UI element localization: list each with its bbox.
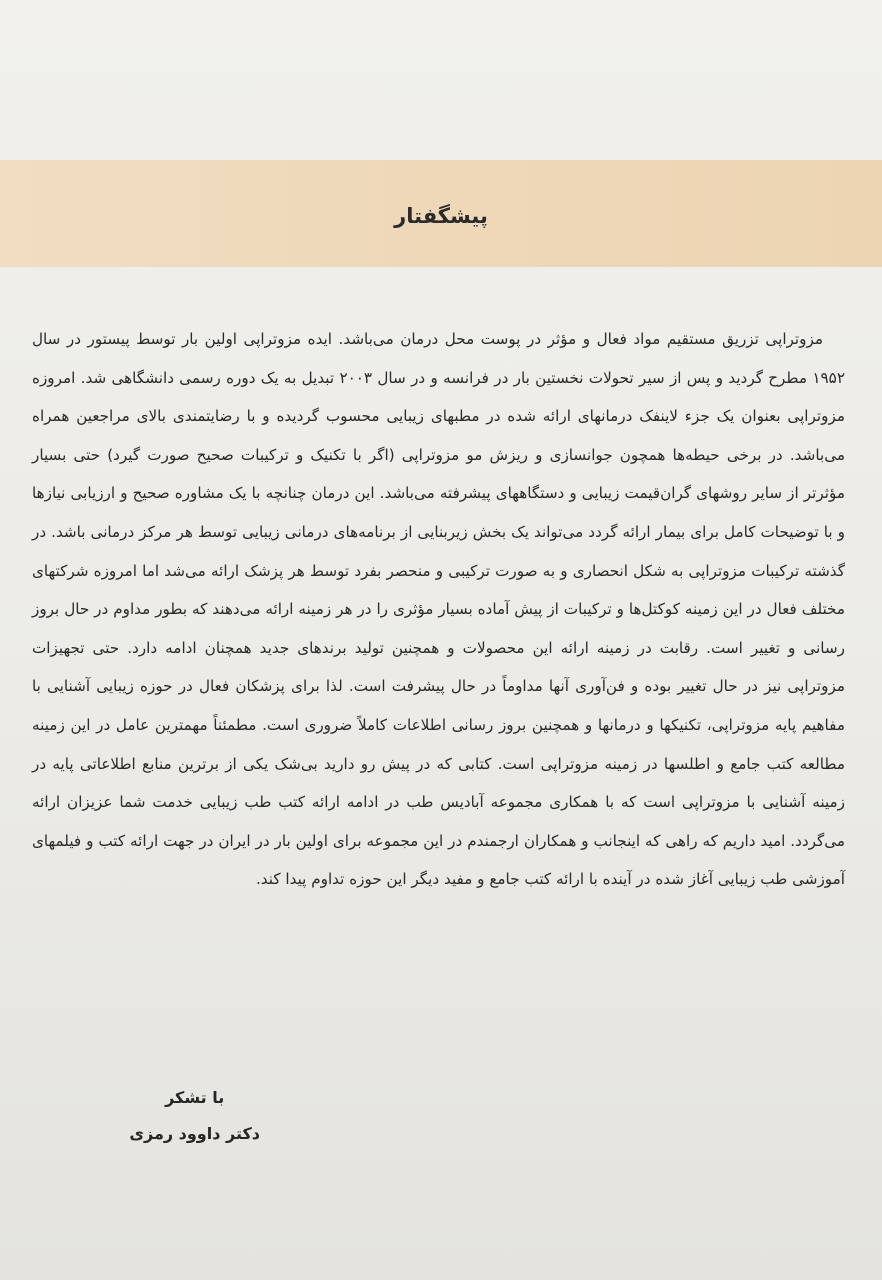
- signature-author: دکتر داوود رمزی: [129, 1124, 260, 1143]
- page-title: پیشگفتار: [394, 203, 488, 228]
- preface-paragraph: مزوتراپی تزریق مستقیم مواد فعال و مؤثر در پوست محل درمان می‌باشد. ایده مزوتراپی اولین بار توسط پیستور در سال ۱۹۵۲ مطرح گردید و پس از سیر تحولات نخستین بار در فرانسه و در سال ۲۰۰۳ تبدیل به یک دوره رسمی دانشگاهی شد. امروزه مزوتراپی بعنوان یک جزء لاینفک درمانهای ارائه شده در مطبهای زیبایی محسوب گردیده و با رضایتمندی بالای مراجعین همراه می‌باشد. در برخی حیطه‌ها همچون جوانسازی و ریزش مو مزوتراپی (اگر با تکنیک و ترکیبات صحیح صورت گیرد) حتی بسیار مؤثرتر از سایر روشهای گران‌قیمت زیبایی و دستگاههای پیشرفته می‌باشد. این درمان چنانچه با یک مشاوره صحیح و ارزیابی نیازها و با توضیحات کامل برای بیمار ارائه گردد می‌تواند یک بخش زیربنایی از برنامه‌های درمانی زیبایی توسط هر مرکز درمانی باشد. در گذشته ترکیبات مزوتراپی به شکل انحصاری و به صورت ترکیبی و منحصر بفرد توسط هر پزشک ارائه می‌شد اما امروزه شرکتهای مختلف فعال در این زمینه کوکتل‌ها و ترکیبات از پیش آماده بسیار مؤثری را در هر زمینه ارائه می‌دهند که بطور مداوم در حال بروز رسانی و تغییر است. رقابت در زمینه ارائه این محصولات و همچنین تولید برندهای جدید همچنان ادامه دارد. حتی تجهیزات مزوتراپی نیز در حال تغییر بوده و فن‌آوری آنها مداوماً در حال پیشرفت است. لذا برای پزشکان فعال در حوزه زیبایی آشنایی با مفاهیم پایه مزوتراپی، تکنیکها و درمانها و همچنین بروز رسانی اطلاعات کاملاً ضروری است. مطمئناً مهمترین عامل در این زمینه مطالعه کتب جامع و اطلسها در زمینه مزوتراپی است. کتابی که در پیش رو دارید بی‌شک یکی از برترین منابع اطلاعاتی پایه در زمینه آشنایی با مزوتراپی است که با همکاری مجموعه آبادیس طب در ادامه ارائه کتب طب زیبایی خدمت شما عزیزان ارائه می‌گردد. امید داریم که راهی که اینجانب و همکاران ارجمندم در این مجموعه برای اولین بار در ایران در جهت ارائه کتب و فیلمهای آموزشی طب زیبایی آغاز شده در آینده با ارائه کتب جامع و مفید دیگر این حوزه تداوم پیدا کند.: [32, 330, 845, 889]
- signature-block: [129, 1080, 260, 1152]
- signature-thanks: با تشکر: [165, 1088, 225, 1107]
- preface-body: [32, 320, 845, 899]
- header-band: [0, 160, 882, 267]
